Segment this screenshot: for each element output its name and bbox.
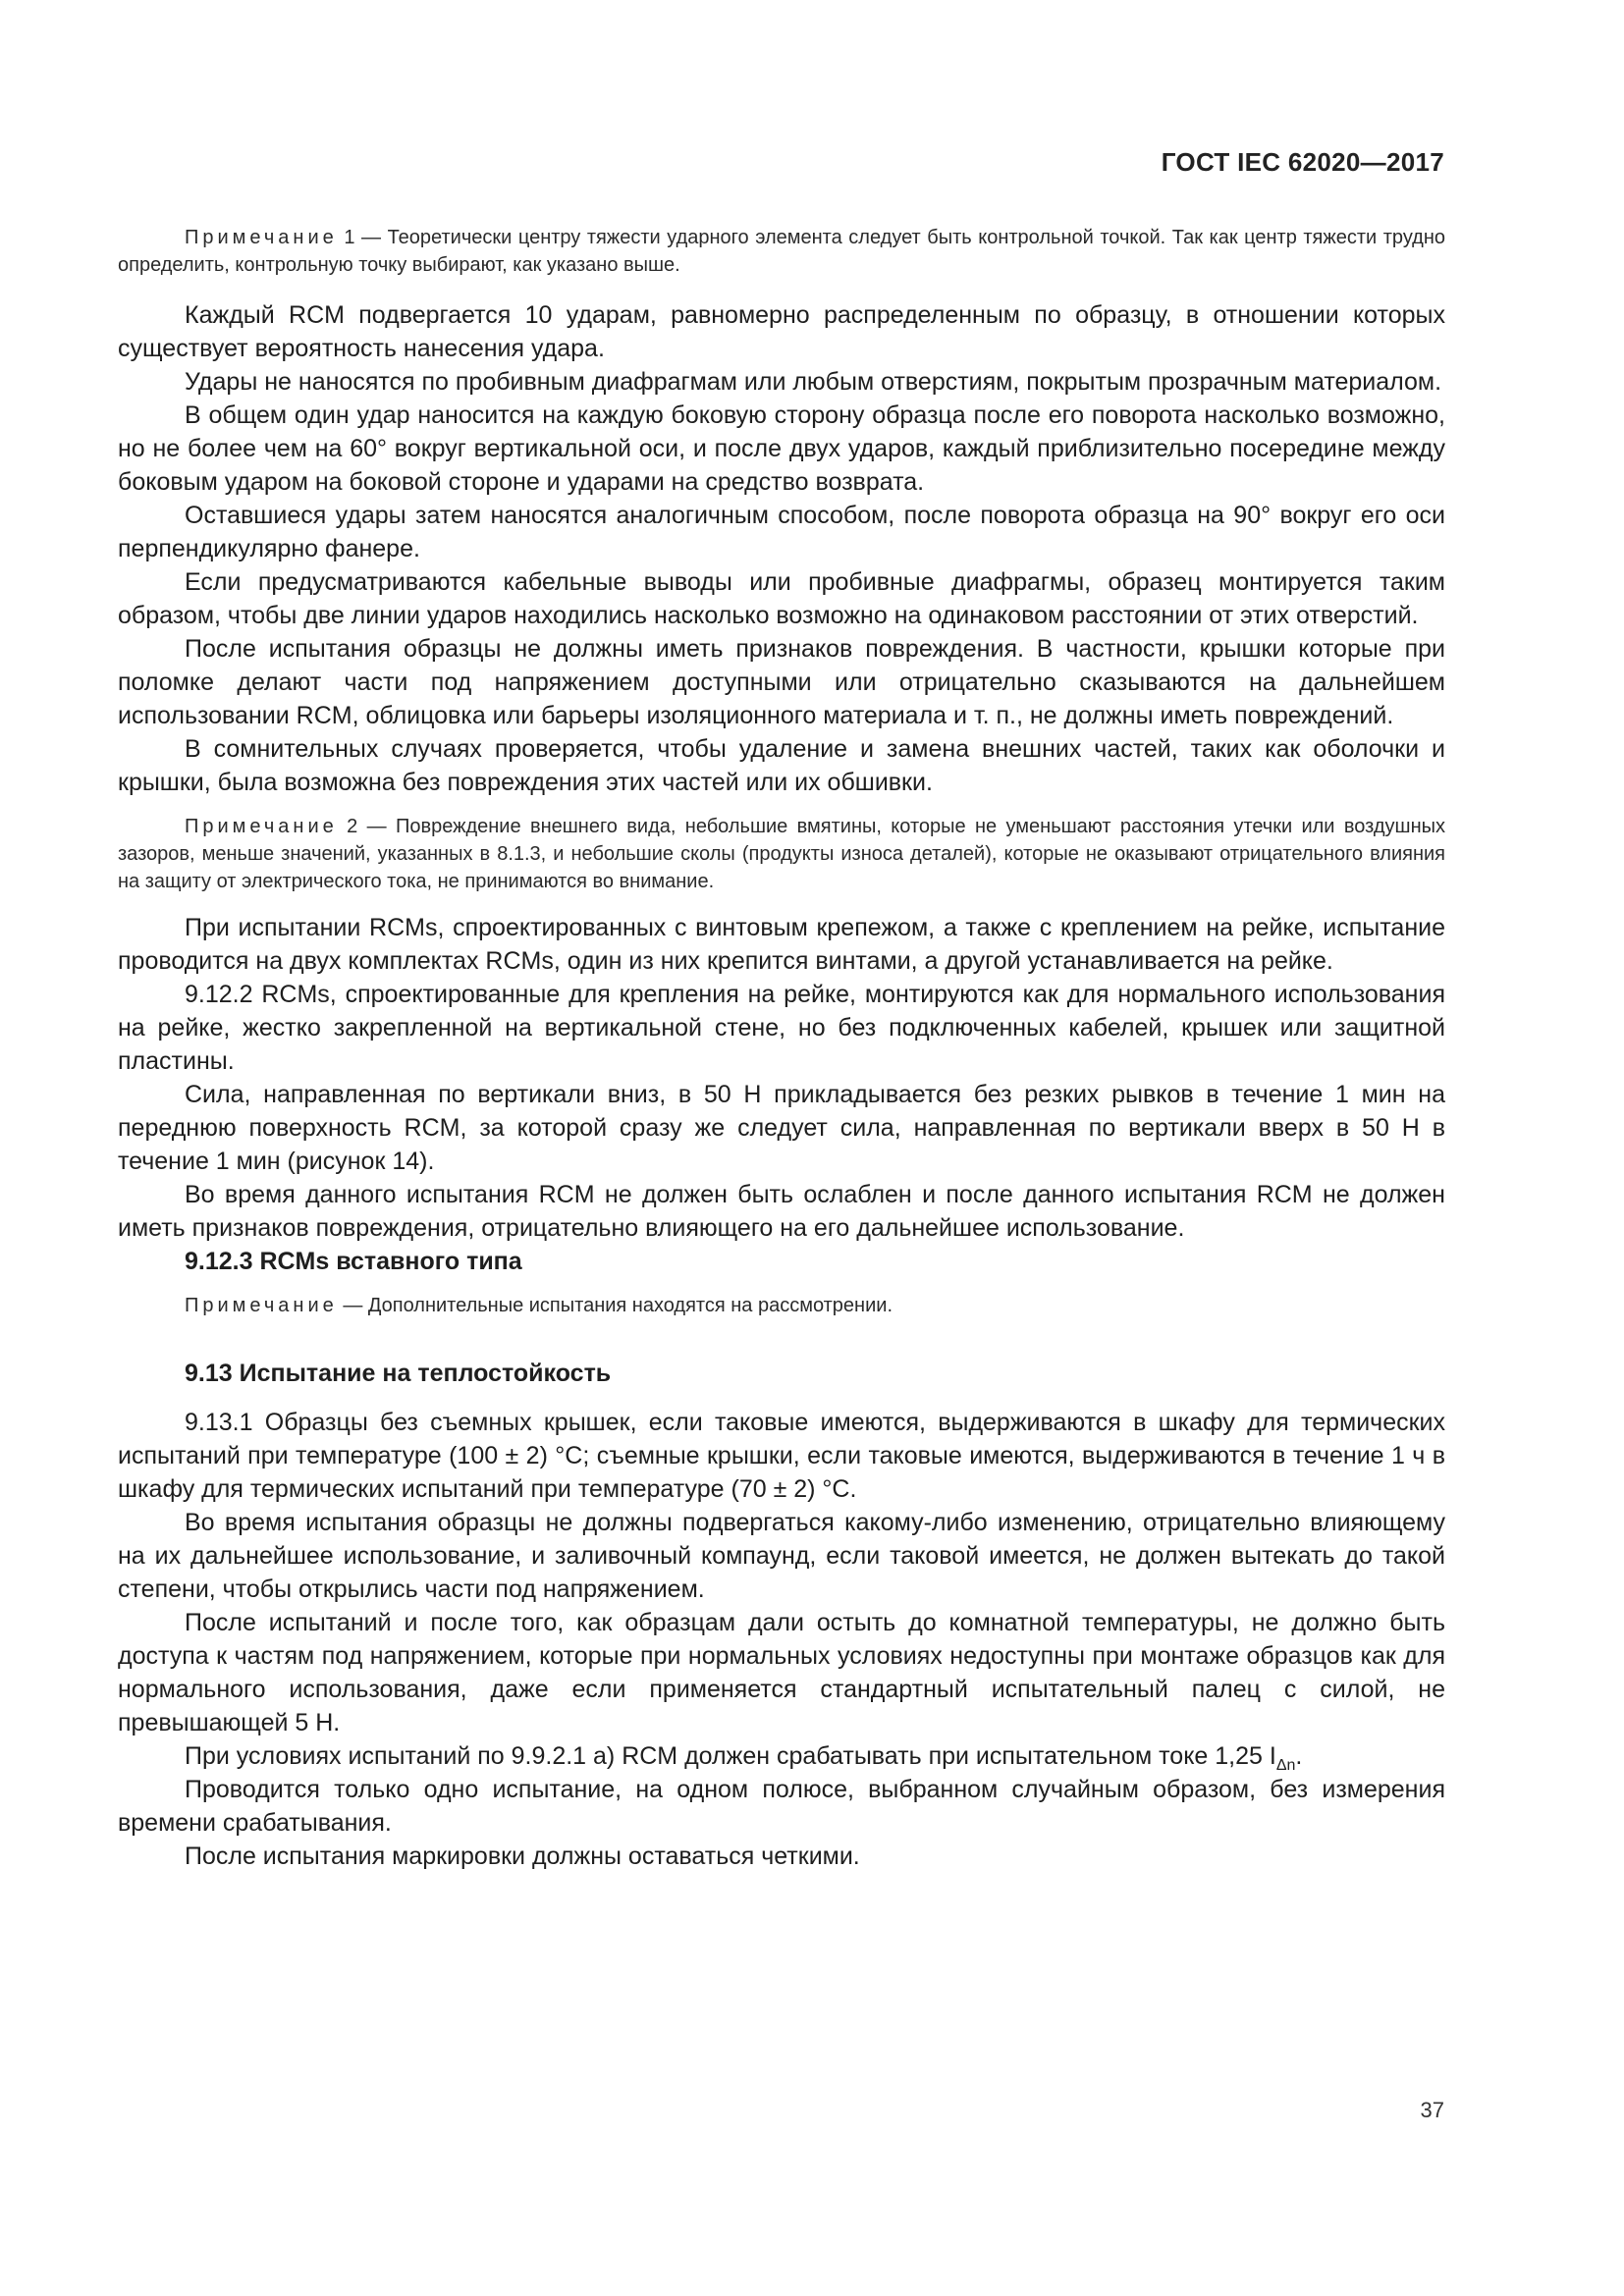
note-2 — [118, 813, 1445, 895]
test-current-end: . — [1295, 1742, 1303, 1770]
paragraph: Каждый RCM подвергается 10 ударам, равномерно распределенным по образцу, в отношении которых существует вероятность нанесения удара. — [118, 301, 1445, 362]
test-current-text: При условиях испытаний по 9.9.2.1 а) RCM должен срабатывать при испытательном токе 1,25 I — [185, 1742, 1276, 1770]
page-content — [118, 224, 1445, 1873]
paragraph: Сила, направленная по вертикали вниз, в 50 Н прикладывается без резких рывков в течение 1 мин на переднюю поверхность RCM, за которой сразу же следует сила, направленная по вертикали вверх в 50 Н в течение 1 мин (рисунок 14). — [118, 1081, 1445, 1175]
paragraph: 9.13.1 Образцы без съемных крышек, если таковые имеются, выдерживаются в шкафу для термических испытаний при температуре (100 ± 2) °С; съемные крышки, если таковые имеются, выдерживаются в течение 1 ч в шкафу для термических испытаний при температуре (70 ± 2) °С. — [118, 1409, 1445, 1503]
paragraph: В сомнительных случаях проверяется, чтобы удаление и замена внешних частей, таких как оболочки и крышки, была возможна без повреждения этих частей или их обшивки. — [118, 735, 1445, 796]
paragraph-test-current — [118, 1739, 1445, 1773]
paragraph: 9.12.2 RCMs, спроектированные для крепления на рейке, монтируются как для нормального использования на рейке, жестко закрепленной на вертикальной стене, но без подключенных кабелей, крышек или защитной пластины. — [118, 981, 1445, 1075]
note-text: 1 — Теоретически центру тяжести ударного элемента следует быть контрольной точкой. Так как центр тяжести трудно определить, контрольную точку выбирают, как указано выше. — [118, 227, 1445, 276]
paragraph: Во время испытания образцы не должны подвергаться какому-либо изменению, отрицательно влияющему на их дальнейшее использование, и заливочный компаунд, если таковой имеется, не должен вытекать до такой степени, чтобы открылись части под напряжением. — [118, 1509, 1445, 1603]
paragraph: Проводится только одно испытание, на одном полюсе, выбранном случайным образом, без измерения времени срабатывания. — [118, 1776, 1445, 1837]
paragraph: Если предусматриваются кабельные выводы или пробивные диафрагмы, образец монтируется таким образом, чтобы две линии ударов находились насколько возможно на одинаковом расстоянии от этих отверстий. — [118, 568, 1445, 629]
subsection-heading: 9.12.3 RCMs вставного типа — [185, 1248, 522, 1275]
paragraph: Во время данного испытания RCM не должен быть ослаблен и после данного испытания RCM не должен иметь признаков повреждения, отрицательно влияющего на его дальнейшее использование. — [118, 1181, 1445, 1242]
page-number: 37 — [1420, 2098, 1444, 2122]
paragraph: При испытании RCMs, спроектированных с винтовым крепежом, а также с креплением на рейке, испытание проводится на двух комплектах RCMs, один из них крепится винтами, а другой устанавливается на рейке. — [118, 914, 1445, 975]
section-heading: 9.13 Испытание на теплостойкость — [185, 1360, 612, 1387]
paragraph: После испытаний и после того, как образцам дали остыть до комнатной температуры, не должно быть доступа к частям под напряжением, которые при нормальных условиях недоступны при монтаже образцов как для нормального использования, даже если применяется стандартный испытательный палец с силой, не превышающей 5 Н. — [118, 1609, 1445, 1736]
paragraph: Удары не наносятся по пробивным диафрагмам или любым отверстиям, покрытым прозрачным материалом. — [185, 368, 1442, 396]
paragraph: После испытания маркировки должны оставаться четкими. — [185, 1842, 860, 1870]
note-text: 2 — Повреждение внешнего вида, небольшие вмятины, которые не уменьшают расстояния утечки или воздушных зазоров, меньше значений, указанных в 8.1.3, и небольшие сколы (продукты износа деталей), которые не оказывают отрицательного влияния на защиту от электрического тока, не принимаются во внимание. — [118, 816, 1445, 892]
paragraph: В общем один удар наносится на каждую боковую сторону образца после его поворота насколько возможно, но не более чем на 60° вокруг вертикальной оси, и после двух ударов, каждый приблизительно посередине между боковым ударом на боковой стороне и ударами на средство возврата. — [118, 401, 1445, 496]
note-3 — [118, 1292, 1445, 1319]
note-text: — Дополнительные испытания находятся на рассмотрении. — [337, 1295, 893, 1316]
note-label: Примечание — [185, 816, 338, 837]
delta-n-subscript: Δn — [1275, 1757, 1296, 1774]
note-label: Примечание — [185, 1295, 338, 1316]
note-1 — [118, 224, 1445, 279]
paragraph: Оставшиеся удары затем наносятся аналогичным способом, после поворота образца на 90° вокруг его оси перпендикулярно фанере. — [118, 502, 1445, 562]
note-label: Примечание — [185, 227, 338, 248]
paragraph: После испытания образцы не должны иметь признаков повреждения. В частности, крышки которые при поломке делают части под напряжением доступными или отрицательно сказываются на дальнейшем использовании RCM, облицовка или барьеры изоляционного материала и т. п., не должны иметь повреждений. — [118, 635, 1445, 729]
document-header: ГОСТ IEC 62020—2017 — [1161, 147, 1444, 177]
